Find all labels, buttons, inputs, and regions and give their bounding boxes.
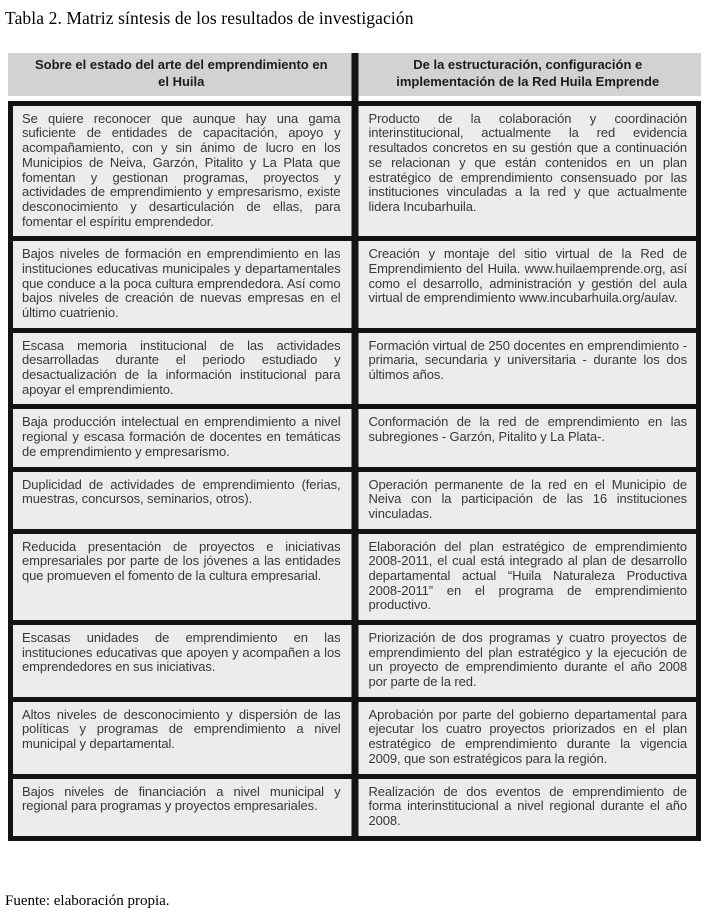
results-matrix-table <box>8 53 701 841</box>
cell-network-result: Operación permanente de la red en el Municipio de Neiva con la participación de las 16 instituciones vinculadas. <box>368 476 687 521</box>
table-caption: Tabla 2. Matriz síntesis de los resultados de investigación <box>5 8 414 28</box>
cell-state-of-art: Reducida presentación de proyectos e iniciativas empresariales por parte de los jóvenes a las entidades que promueven el fomento de la cultura empresarial. <box>22 538 341 583</box>
column-header-left: Sobre el estado del arte del emprendimiento en el Huila <box>8 53 355 96</box>
cell-state-of-art: Se quiere reconocer que aunque hay una gama suficiente de entidades de capacitación, apoyo y acompañamiento, con y sin ánimo de lucro en los Municipios de Neiva, Garzón, Pitalito y La Plata que fomentan y gestionan programas, proyectos y actividades de emprendimiento y empresarismo, existe desconocimiento y desarticulación de ellas, para fomentar el espíritu emprendedor. <box>22 110 341 229</box>
cell-network-result: Priorización de dos programas y cuatro proyectos de emprendimiento del plan estratégico y la ejecución de un proyecto de emprendimiento durante el año 2008 por parte de la red. <box>368 630 687 690</box>
cell-state-of-art: Bajos niveles de financiación a nivel municipal y regional para programas y proyectos empresariales. <box>22 783 341 814</box>
cell-network-result: Producto de la colaboración y coordinación interinstitucional, actualmente la red evidencia resultados concretos en su gestión que a continuación se relacionan y que están contenidos en un plan estratégico de emprendimiento consensuado por las instituciones vinculadas a la red y que actualmente lidera Incubarhuila. <box>368 110 687 214</box>
cell-state-of-art: Baja producción intelectual en emprendimiento a nivel regional y escasa formación de docentes en temáticas de emprendimiento y empresarismo. <box>22 414 341 459</box>
cell-network-result: Conformación de la red de emprendimiento en las subregiones - Garzón, Pitalito y La Plata-. <box>368 414 687 445</box>
cell-network-result: Formación virtual de 250 docentes en emprendimiento - primaria, secundaria y universitaria - durante los dos últimos años. <box>368 337 687 383</box>
cell-state-of-art: Escasas unidades de emprendimiento en las instituciones educativas que apoyen y acompañen a los emprendedores en sus iniciativas. <box>22 630 341 675</box>
cell-state-of-art: Escasa memoria institucional de las actividades desarrolladas durante el periodo estudiado y desactualización de la información institucional para apoyar el emprendimiento. <box>22 337 341 397</box>
cell-network-result: Realización de dos eventos de emprendimiento de forma interinstitucional a nivel regional durante el año 2008. <box>368 783 687 828</box>
cell-network-result: Aprobación por parte del gobierno departamental para ejecutar los cuatro proyectos priorizados en el plan estratégico de emprendimiento durante la vigencia 2009, que son estratégicos para la región. <box>368 706 687 766</box>
cell-state-of-art: Altos niveles de desconocimiento y dispersión de las políticas y programas de emprendimiento a nivel municipal y departamental. <box>22 706 341 752</box>
cell-state-of-art: Duplicidad de actividades de emprendimiento (ferias, muestras, concursos, seminarios, otros). <box>22 476 341 507</box>
cell-network-result: Elaboración del plan estratégico de emprendimiento 2008-2011, el cual está integrado al plan de desarrollo departamental actual “Huila Naturaleza Productiva 2008-2011” en el programa de emprendimiento productivo. <box>368 538 687 613</box>
document-page <box>0 8 709 919</box>
source-note: Fuente: elaboración propia. <box>5 892 170 909</box>
column-header-right: De la estructuración, configuración e implementación de la Red Huila Emprende <box>355 53 702 96</box>
cell-network-result: Creación y montaje del sitio virtual de la Red de Emprendimiento del Huila. www.huilaemprende.org, así como el desarrollo, administración y gestión del aula virtual de emprendimiento www.incubarhuila.org/aulav. <box>368 246 687 306</box>
column-divider <box>351 53 358 841</box>
cell-state-of-art: Bajos niveles de formación en emprendimiento en las instituciones educativas municipales y departamentales que conduce a la poca cultura emprendedora. Así como bajos niveles de creación de nuevas empresas en el último cuatrienio. <box>22 246 341 321</box>
